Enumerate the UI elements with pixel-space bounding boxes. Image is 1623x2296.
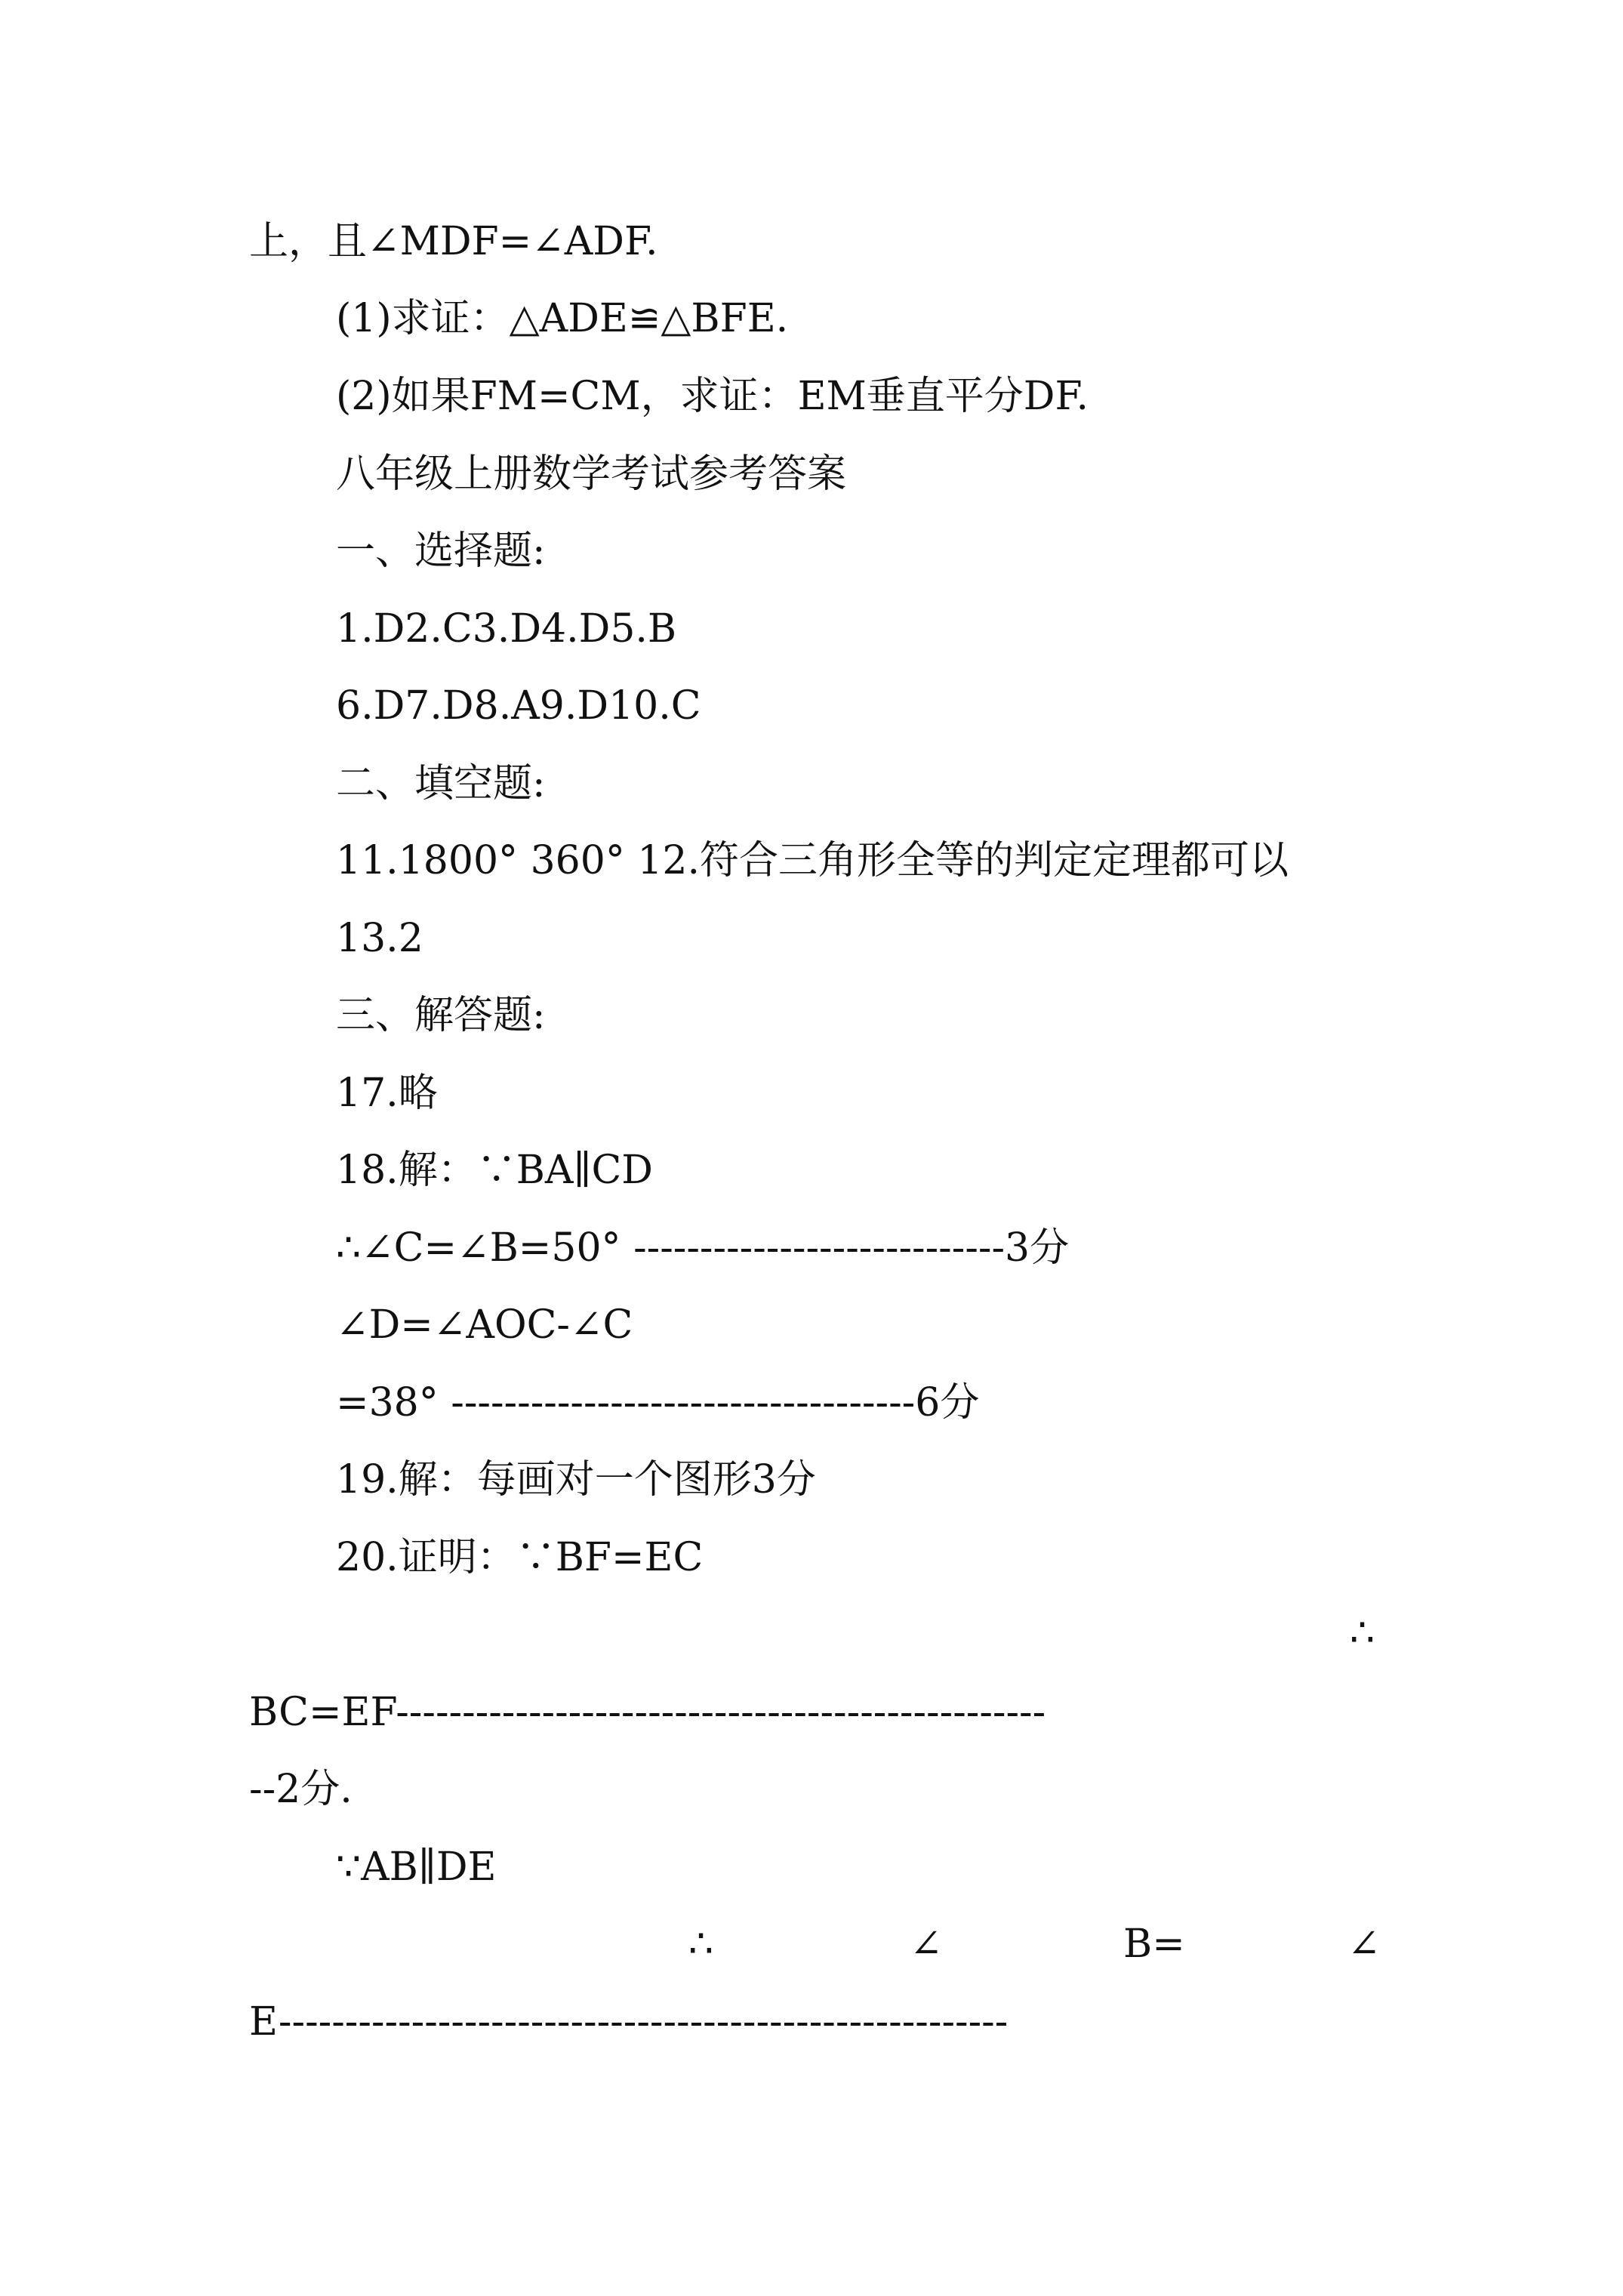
answer-18-line-1: 18.解：∵BA∥CD [336,1148,653,1193]
justified-therefore: ∴ [688,1922,714,1967]
answer-18-line-2: ∴∠C=∠B=50° ----------------------------3分 [336,1225,1070,1271]
problem-text-line: 上，且∠MDF=∠ADF. [249,219,658,264]
answer-20-line-6: E------------------------------------------------------- [249,1999,1009,2045]
justified-angle-1: ∠ [910,1922,943,1967]
therefore-symbol: ∴ [1350,1610,1375,1656]
answer-19: 19.解：每画对一个图形3分 [336,1457,816,1502]
section-heading-fill: 二、填空题: [336,761,546,806]
justified-angle-2: ∠ [1347,1922,1381,1967]
choice-answers-2: 6.D7.D8.A9.D10.C [336,683,701,729]
problem-part-2: (2)如果FM=CM，求证：EM垂直平分DF. [336,374,1089,419]
section-heading-choice: 一、选择题: [336,529,546,574]
fill-answers-1: 11.1800° 360° 12.符合三角形全等的判定定理都可以 [336,838,1289,883]
answer-20-line-4: ∵AB∥DE [336,1845,497,1890]
answer-18-line-3: ∠D=∠AOC-∠C [336,1302,633,1348]
fill-answers-2: 13.2 [336,916,423,961]
choice-answers-1: 1.D2.C3.D4.D5.B [336,606,677,652]
answer-20-line-3: --2分. [249,1767,353,1812]
answer-20-line-1: 20.证明：∵BF=EC [336,1535,704,1580]
problem-part-1: (1)求证：△ADE≌△BFE. [336,296,789,341]
section-heading-solve: 三、解答题: [336,993,546,1038]
justified-b-equals: B= [1123,1922,1185,1967]
answer-key-title: 八年级上册数学考试参考答案 [336,451,847,497]
answer-17: 17.略 [336,1071,438,1116]
answer-18-line-4: =38° -----------------------------------6分 [336,1380,980,1425]
answer-20-line-2: BC=EF------------------------------------------------- [249,1690,1046,1735]
